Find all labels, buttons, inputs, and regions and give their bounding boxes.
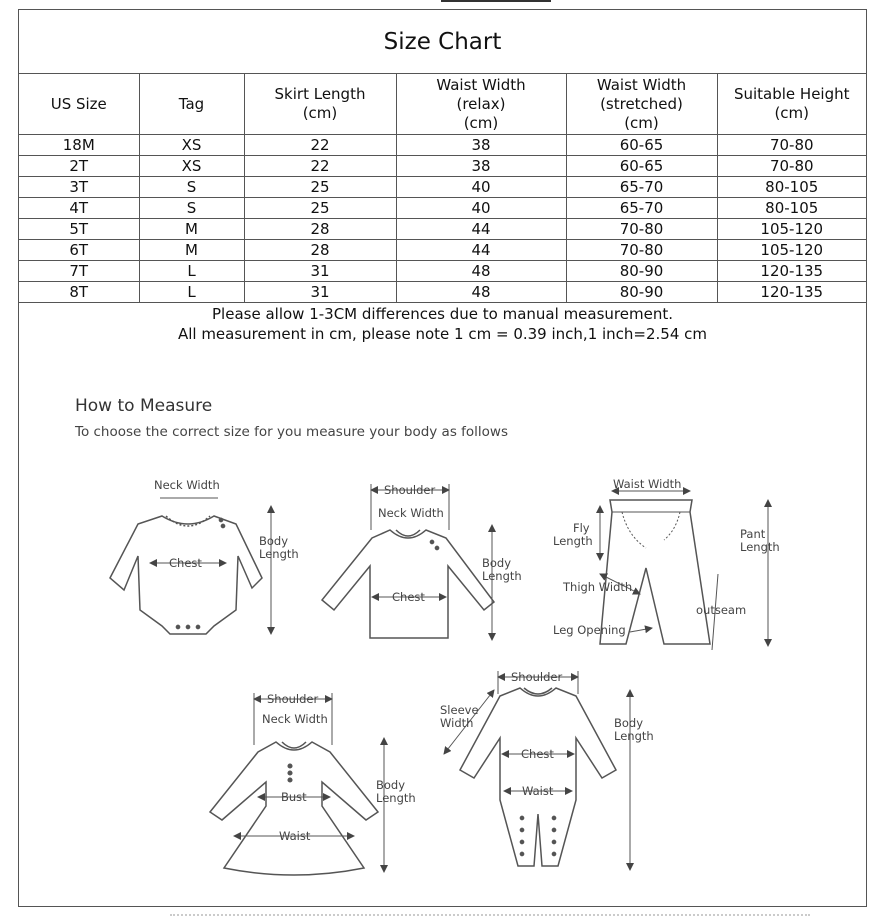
dress-bust-label: Bust — [281, 790, 307, 804]
cell-us-size: 6T — [19, 240, 139, 261]
cell-tag: L — [139, 282, 244, 303]
cell-suitable-height: 80-105 — [717, 198, 866, 219]
cell-us-size: 8T — [19, 282, 139, 303]
cell-waist-stretched: 65-70 — [566, 198, 717, 219]
cell-waist-relax: 48 — [396, 282, 566, 303]
cell-waist-stretched: 70-80 — [566, 219, 717, 240]
cell-tag: XS — [139, 156, 244, 177]
cell-tag: M — [139, 219, 244, 240]
pants-pant-label: Pant — [740, 527, 766, 541]
romper-body-label: Body — [614, 716, 644, 730]
cell-tag: S — [139, 198, 244, 219]
cell-us-size: 2T — [19, 156, 139, 177]
pants-waist-label: Waist Width — [613, 477, 682, 491]
cell-us-size: 5T — [19, 219, 139, 240]
note-line-1: Please allow 1-3CM differences due to manual measurement. — [212, 305, 673, 323]
dress-length-label: Length — [376, 791, 416, 805]
cell-suitable-height: 70-80 — [717, 156, 866, 177]
bodysuit-body-label: Body — [259, 534, 289, 548]
shirt-chest-label: Chest — [392, 590, 425, 604]
bottom-cut-edge — [170, 914, 810, 924]
cell-suitable-height: 120-135 — [717, 282, 866, 303]
shirt-length-label: Length — [482, 569, 522, 583]
cell-us-size: 7T — [19, 261, 139, 282]
cell-waist-stretched: 60-65 — [566, 156, 717, 177]
cell-skirt-length: 25 — [244, 177, 396, 198]
shirt-body-label: Body — [482, 556, 512, 570]
chart-title: Size Chart — [19, 10, 866, 74]
cell-tag: L — [139, 261, 244, 282]
cell-us-size: 4T — [19, 198, 139, 219]
cell-waist-relax: 44 — [396, 240, 566, 261]
cell-skirt-length: 22 — [244, 135, 396, 156]
bodysuit-chest-label: Chest — [169, 556, 202, 570]
dress-waist-label: Waist — [279, 829, 311, 843]
cell-skirt-length: 28 — [244, 240, 396, 261]
cell-skirt-length: 25 — [244, 198, 396, 219]
romper-sleeve-label: Sleeve — [440, 703, 479, 717]
cell-suitable-height: 105-120 — [717, 240, 866, 261]
romper-length-label: Length — [614, 729, 654, 743]
header-tag: Tag — [139, 74, 244, 135]
romper-chest-label: Chest — [521, 747, 554, 761]
cell-suitable-height: 105-120 — [717, 219, 866, 240]
romper-shoulder-label: Shoulder — [511, 670, 563, 684]
dress-neck-label: Neck Width — [262, 712, 328, 726]
how-to-measure-title: How to Measure — [75, 396, 213, 416]
cell-waist-relax: 38 — [396, 135, 566, 156]
pants-leg-opening-label: Leg Opening — [553, 623, 626, 637]
pants-fly-length-label: Length — [553, 534, 593, 548]
dress-body-label: Body — [376, 778, 406, 792]
cell-skirt-length: 28 — [244, 219, 396, 240]
cell-suitable-height: 80-105 — [717, 177, 866, 198]
cell-waist-stretched: 80-90 — [566, 261, 717, 282]
cell-waist-relax: 44 — [396, 219, 566, 240]
cell-waist-relax: 40 — [396, 177, 566, 198]
pants-length-label: Length — [740, 540, 780, 554]
cell-waist-relax: 48 — [396, 261, 566, 282]
bodysuit-length-label: Length — [259, 547, 299, 561]
cell-skirt-length: 31 — [244, 261, 396, 282]
bodysuit-neck-label: Neck Width — [154, 478, 220, 492]
pants-outseam-label: outseam — [696, 603, 747, 617]
pants-thigh-label: Thigh Width — [563, 580, 633, 594]
header-waist-relax: Waist Width (relax) (cm) — [396, 74, 566, 135]
cell-tag: XS — [139, 135, 244, 156]
header-skirt-length: Skirt Length (cm) — [244, 74, 396, 135]
cell-us-size: 3T — [19, 177, 139, 198]
shirt-neck-label: Neck Width — [378, 506, 444, 520]
romper-diagram — [444, 671, 630, 870]
how-to-measure-subtitle: To choose the correct size for you measure your body as follows — [75, 424, 508, 440]
dress-shoulder-label: Shoulder — [267, 692, 319, 706]
romper-waist-label: Waist — [522, 784, 554, 798]
cell-waist-stretched: 70-80 — [566, 240, 717, 261]
cell-waist-stretched: 65-70 — [566, 177, 717, 198]
cell-tag: M — [139, 240, 244, 261]
header-us-size: US Size — [19, 74, 139, 135]
cell-us-size: 18M — [19, 135, 139, 156]
cell-skirt-length: 22 — [244, 156, 396, 177]
cell-waist-relax: 40 — [396, 198, 566, 219]
header-suitable-height: Suitable Height (cm) — [717, 74, 866, 135]
romper-width-label: Width — [440, 716, 474, 730]
cell-suitable-height: 70-80 — [717, 135, 866, 156]
shirt-shoulder-label: Shoulder — [384, 483, 436, 497]
note-line-2: All measurement in cm, please note 1 cm = 0.39 inch,1 inch=2.54 cm — [177, 325, 708, 343]
cell-waist-relax: 38 — [396, 156, 566, 177]
cell-waist-stretched: 80-90 — [566, 282, 717, 303]
cell-suitable-height: 120-135 — [717, 261, 866, 282]
header-waist-stretched: Waist Width (stretched) (cm) — [566, 74, 717, 135]
pants-fly-label: Fly — [573, 521, 590, 535]
cell-skirt-length: 31 — [244, 282, 396, 303]
cell-waist-stretched: 60-65 — [566, 135, 717, 156]
cell-tag: S — [139, 177, 244, 198]
